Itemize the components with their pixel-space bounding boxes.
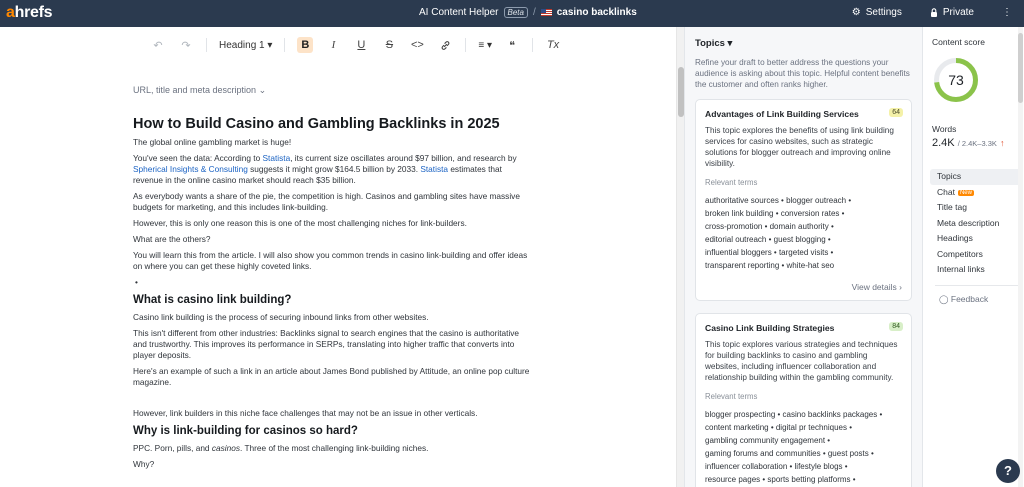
underline-button[interactable]: U [357,39,366,51]
paragraph: As everybody wants a share of the pie, the competition is high. Casinos and gambling sites have massive budgets for marketing, and this includes link-building. [133,191,520,212]
chevron-down-icon: ⌄ [258,85,267,95]
document-body[interactable] [133,116,533,475]
topic-card[interactable] [695,99,912,301]
chat-bubble-icon: ◯ [939,293,949,304]
topic-score-badge: 64 [889,108,903,117]
us-flag-icon [541,9,552,16]
paragraph: This isn't different from other industries: Backlinks signal to search engines that the casino is authoritative and trustworthy. This improves its performance in SERPs, translating into higher traffic that converts into player deposits. [133,328,520,360]
bold-button[interactable]: B [297,37,313,53]
header-actions [852,7,1012,18]
toolbar-divider [532,38,533,52]
paragraph: Here's an example of such a link in an article about James Bond published by Attitude, an online pop culture magazine. [133,366,530,387]
section-heading: Why is link-building for casinos so hard? [133,425,358,437]
topics-description: Refine your draft to better address the questions your audience is asking about this topic. Helpful content benefits the customer and often ranks higher. [695,58,910,89]
meta-description-toggle[interactable]: URL, title and meta description ⌄ [133,85,267,95]
sidebar-item-competitors[interactable]: Competitors [937,248,983,259]
breadcrumb-separator: / [532,7,536,18]
relevant-terms-label: Relevant terms [705,178,758,187]
top-bar [0,0,1024,27]
toolbar-divider [206,38,207,52]
code-button[interactable]: <> [410,39,424,51]
paragraph: What are the others? [133,234,211,244]
align-select[interactable]: ≡ ▾ [478,39,493,51]
section-heading: What is casino link building? [133,294,292,306]
paragraph: However, link builders in this niche face challenges that may not be an issue in other verticals. [133,408,478,418]
paragraph: However, this is only one reason this is one of the most challenging niches for link-builders. [133,218,467,228]
sidebar-item-chat[interactable]: Chat New [937,186,972,197]
clear-format-button[interactable]: Tx [546,39,560,51]
topic-card[interactable] [695,313,912,487]
paragraph: You've seen the data: According to Statista, its current size oscillates around $97 billion, and research by Spherical Insights & Consulting suggests it might grow $164.5 billion by 2033. Statista estimates that revenue in the online casino market should reach $35 billion. [133,153,517,185]
ahrefs-logo[interactable]: ahrefs [6,4,53,21]
word-count: 2.4K / 2.4K–3.3K ↑ [932,137,1005,149]
sidebar-item-headings[interactable]: Headings [937,233,973,243]
arrow-up-icon: ↑ [999,138,1005,148]
content-score-value: 73 [948,72,964,88]
paragraph: You will learn this from the article. I will also show you common trends in casino link-building and offer ideas on where you can get these highly coveted links. [133,250,528,271]
redo-icon[interactable]: ↷ [181,39,191,52]
breadcrumb [419,7,637,18]
feedback-button[interactable]: ◯ Feedback [939,293,989,304]
toolbar-divider [284,38,285,52]
empty-bullet: • [135,277,138,287]
heading-select[interactable]: Heading 1 ▾ [219,39,273,51]
editor-pane [0,27,684,487]
sidebar-item-topics[interactable]: Topics [930,169,1023,185]
statista-link[interactable]: Statista [262,153,291,163]
relevant-terms-label: Relevant terms [705,392,758,401]
paragraph: PPC. Porn, pills, and casinos. Three of the most challenging link-building niches. [133,443,429,453]
sidebar-item-internal-links[interactable]: Internal links [937,264,985,274]
article-title: How to Build Casino and Gambling Backlinks in 2025 [133,116,500,132]
paragraph: The global online gambling market is huge! [133,137,292,147]
sidebar-item-meta-description[interactable]: Meta description [937,217,1000,228]
divider [935,285,1018,286]
undo-icon[interactable]: ↶ [153,39,163,52]
relevant-terms: blogger prospecting • casino backlinks packages • content marketing • digital pr techniques • gambling community engagement • gaming forums and communities • guest posts • influencer collaboration • lifestyle blogs • resource pages • sports betting platforms • [705,410,883,484]
content-score-gauge [932,56,980,104]
beta-badge: Beta [504,7,528,18]
sidebar-scrollbar[interactable] [1018,27,1023,487]
relevant-terms: authoritative sources • blogger outreach • broken link building • conversion rates • cross-promotion • domain authority • editorial outreach • guest blogging • influential bloggers • targeted visits • transparent reporting • white-hat seo [705,196,852,270]
sidebar-nav [930,169,1023,305]
view-details-link[interactable]: View details › [851,282,902,292]
kebab-menu-icon[interactable]: ⋮ [1002,7,1012,18]
statista-link[interactable]: Statista [420,164,449,174]
topic-description: This topic explores various strategies and techniques for building backlinks to casino and gambling websites, including influencer collaboration and relationship building within the gambling community. [705,340,898,382]
editor-scrollbar[interactable] [676,27,684,487]
content-score-label: Content score [932,37,985,47]
settings-button[interactable]: Settings [865,7,902,18]
help-button[interactable]: ? [996,459,1020,483]
link-icon[interactable] [437,37,453,53]
quote-button[interactable]: ❝ [509,39,516,52]
paragraph: Casino link building is the process of securing inbound links from other websites. [133,312,429,322]
tool-name[interactable]: AI Content Helper [419,7,499,18]
topics-panel [684,27,922,487]
document-title[interactable]: casino backlinks [556,7,637,18]
gear-icon[interactable]: ⚙ [851,7,861,18]
topic-score-badge: 84 [889,322,903,331]
topic-title: Advantages of Link Building Services [705,109,859,119]
topic-description: This topic explores the benefits of using link building services for casino websites, such as strategic solutions for blogger outreach and improving online visibility. [705,126,894,168]
words-label: Words [932,124,957,134]
toolbar-divider [465,38,466,52]
score-sidebar [922,27,1024,487]
image-placeholder [133,393,533,408]
italic-button[interactable]: I [331,39,336,51]
lock-icon[interactable] [930,8,938,17]
editor-toolbar [150,37,561,53]
paragraph: Why? [133,459,155,469]
topic-title: Casino Link Building Strategies [705,323,835,333]
strikethrough-button[interactable]: S [385,39,394,51]
spherical-insights-link[interactable]: Spherical Insights & Consulting [133,164,248,174]
privacy-button[interactable]: Private [942,7,974,18]
topics-dropdown[interactable]: Topics ▾ [695,38,733,49]
scrollbar-thumb[interactable] [1018,33,1023,103]
sidebar-item-title-tag[interactable]: Title tag [937,202,967,212]
new-badge: New [959,189,972,196]
chevron-right-icon: › [899,282,902,292]
